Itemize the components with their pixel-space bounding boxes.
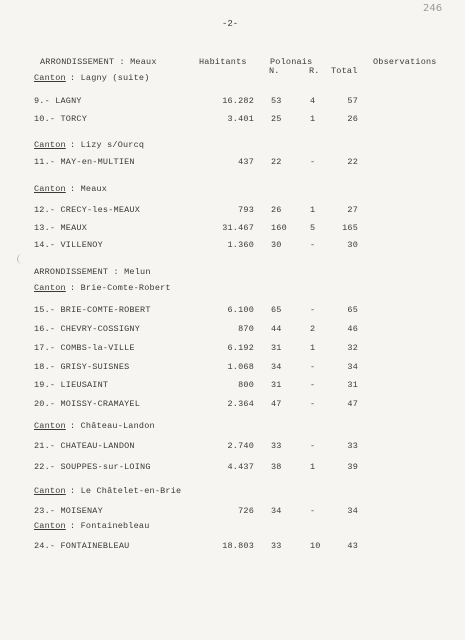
column-header-total: Total: [331, 66, 358, 76]
total-value: 30: [347, 240, 358, 250]
canton-label: Canton: [34, 73, 66, 83]
commune-name: 19.- LIEUSAINT: [34, 380, 109, 390]
habitants-value: 2.364: [227, 399, 254, 409]
habitants-value: 18.803: [222, 541, 254, 551]
polonais-r-value: 1: [310, 205, 316, 215]
commune-name: 13.- MEAUX: [34, 223, 88, 233]
polonais-n-value: 44: [271, 324, 282, 334]
polonais-r-value: -: [310, 362, 316, 372]
commune-name: 17.- COMBS-la-VILLE: [34, 343, 135, 353]
total-value: 34: [347, 362, 358, 372]
canton-name: : Fontainebleau: [70, 521, 150, 531]
polonais-n-value: 38: [271, 462, 282, 472]
total-value: 34: [347, 506, 358, 516]
commune-name: 15.- BRIE-COMTE-ROBERT: [34, 305, 151, 315]
total-value: 65: [347, 305, 358, 315]
commune-name: 12.- CRECY-les-MEAUX: [34, 205, 141, 215]
total-value: 43: [347, 541, 358, 551]
habitants-value: 726: [238, 506, 254, 516]
polonais-n-value: 53: [271, 96, 282, 106]
polonais-n-value: 31: [271, 343, 282, 353]
polonais-n-value: 25: [271, 114, 282, 124]
habitants-value: 800: [238, 380, 254, 390]
total-value: 165: [342, 223, 358, 233]
commune-name: 24.- FONTAINEBLEAU: [34, 541, 130, 551]
commune-name: 22.- SOUPPES-sur-LOING: [34, 462, 151, 472]
polonais-r-value: -: [310, 506, 316, 516]
canton-label: Canton: [34, 184, 66, 194]
habitants-value: 1.360: [227, 240, 254, 250]
canton-name: : Château-Landon: [70, 421, 155, 431]
polonais-r-value: -: [310, 240, 316, 250]
total-value: 46: [347, 324, 358, 334]
polonais-r-value: -: [310, 399, 316, 409]
canton-label: Canton: [34, 421, 66, 431]
arrondissement-heading: ARRONDISSEMENT : Melun: [34, 267, 151, 277]
commune-name: 11.- MAY-en-MULTIEN: [34, 157, 135, 167]
habitants-value: 2.740: [227, 441, 254, 451]
canton-name: : Le Châtelet-en-Brie: [70, 486, 182, 496]
canton-label: Canton: [34, 140, 66, 150]
commune-name: 20.- MOISSY-CRAMAYEL: [34, 399, 141, 409]
column-header-r: R.: [309, 66, 320, 76]
commune-name: 14.- VILLENOY: [34, 240, 103, 250]
polonais-n-value: 34: [271, 506, 282, 516]
total-value: 39: [347, 462, 358, 472]
polonais-n-value: 65: [271, 305, 282, 315]
habitants-value: 870: [238, 324, 254, 334]
commune-name: 9.- LAGNY: [34, 96, 82, 106]
polonais-n-value: 30: [271, 240, 282, 250]
polonais-n-value: 26: [271, 205, 282, 215]
habitants-value: 793: [238, 205, 254, 215]
punch-hole-mark: [17, 254, 24, 264]
canton-label: Canton: [34, 283, 66, 293]
polonais-r-value: 4: [310, 96, 316, 106]
total-value: 47: [347, 399, 358, 409]
total-value: 33: [347, 441, 358, 451]
commune-name: 21.- CHATEAU-LANDON: [34, 441, 135, 451]
polonais-r-value: 1: [310, 343, 316, 353]
polonais-r-value: 5: [310, 223, 316, 233]
polonais-n-value: 33: [271, 541, 282, 551]
column-header-habitants: Habitants: [199, 57, 247, 67]
polonais-n-value: 160: [271, 223, 287, 233]
habitants-value: 31.467: [222, 223, 254, 233]
canton-name: : Meaux: [70, 184, 108, 194]
polonais-r-value: 1: [310, 462, 316, 472]
canton-label: Canton: [34, 486, 66, 496]
polonais-r-value: -: [310, 157, 316, 167]
arrondissement-heading: ARRONDISSEMENT : Meaux: [40, 57, 157, 67]
total-value: 57: [347, 96, 358, 106]
habitants-value: 4.437: [227, 462, 254, 472]
polonais-r-value: 1: [310, 114, 316, 124]
total-value: 26: [347, 114, 358, 124]
polonais-r-value: 2: [310, 324, 316, 334]
commune-name: 23.- MOISENAY: [34, 506, 103, 516]
habitants-value: 6.192: [227, 343, 254, 353]
habitants-value: 437: [238, 157, 254, 167]
column-header-n: N.: [269, 66, 280, 76]
polonais-n-value: 31: [271, 380, 282, 390]
habitants-value: 6.100: [227, 305, 254, 315]
polonais-n-value: 33: [271, 441, 282, 451]
polonais-r-value: -: [310, 441, 316, 451]
canton-name: : Lizy s/Ourcq: [70, 140, 145, 150]
polonais-r-value: 10: [310, 541, 321, 551]
polonais-r-value: -: [310, 305, 316, 315]
total-value: 22: [347, 157, 358, 167]
commune-name: 16.- CHEVRY-COSSIGNY: [34, 324, 141, 334]
polonais-r-value: -: [310, 380, 316, 390]
column-header-observations: Observations: [373, 57, 437, 67]
canton-label: Canton: [34, 521, 66, 531]
column-header-polonais: Polonais: [270, 57, 313, 67]
page-number: -2-: [222, 19, 239, 29]
polonais-n-value: 34: [271, 362, 282, 372]
total-value: 27: [347, 205, 358, 215]
total-value: 31: [347, 380, 358, 390]
handwritten-page-number: 246: [423, 3, 443, 14]
polonais-n-value: 47: [271, 399, 282, 409]
canton-name: : Brie-Comte-Robert: [70, 283, 171, 293]
commune-name: 18.- GRISY-SUISNES: [34, 362, 130, 372]
habitants-value: 3.401: [227, 114, 254, 124]
canton-name: : Lagny (suite): [70, 73, 150, 83]
commune-name: 10.- TORCY: [34, 114, 88, 124]
total-value: 32: [347, 343, 358, 353]
habitants-value: 16.282: [222, 96, 254, 106]
polonais-n-value: 22: [271, 157, 282, 167]
habitants-value: 1.068: [227, 362, 254, 372]
